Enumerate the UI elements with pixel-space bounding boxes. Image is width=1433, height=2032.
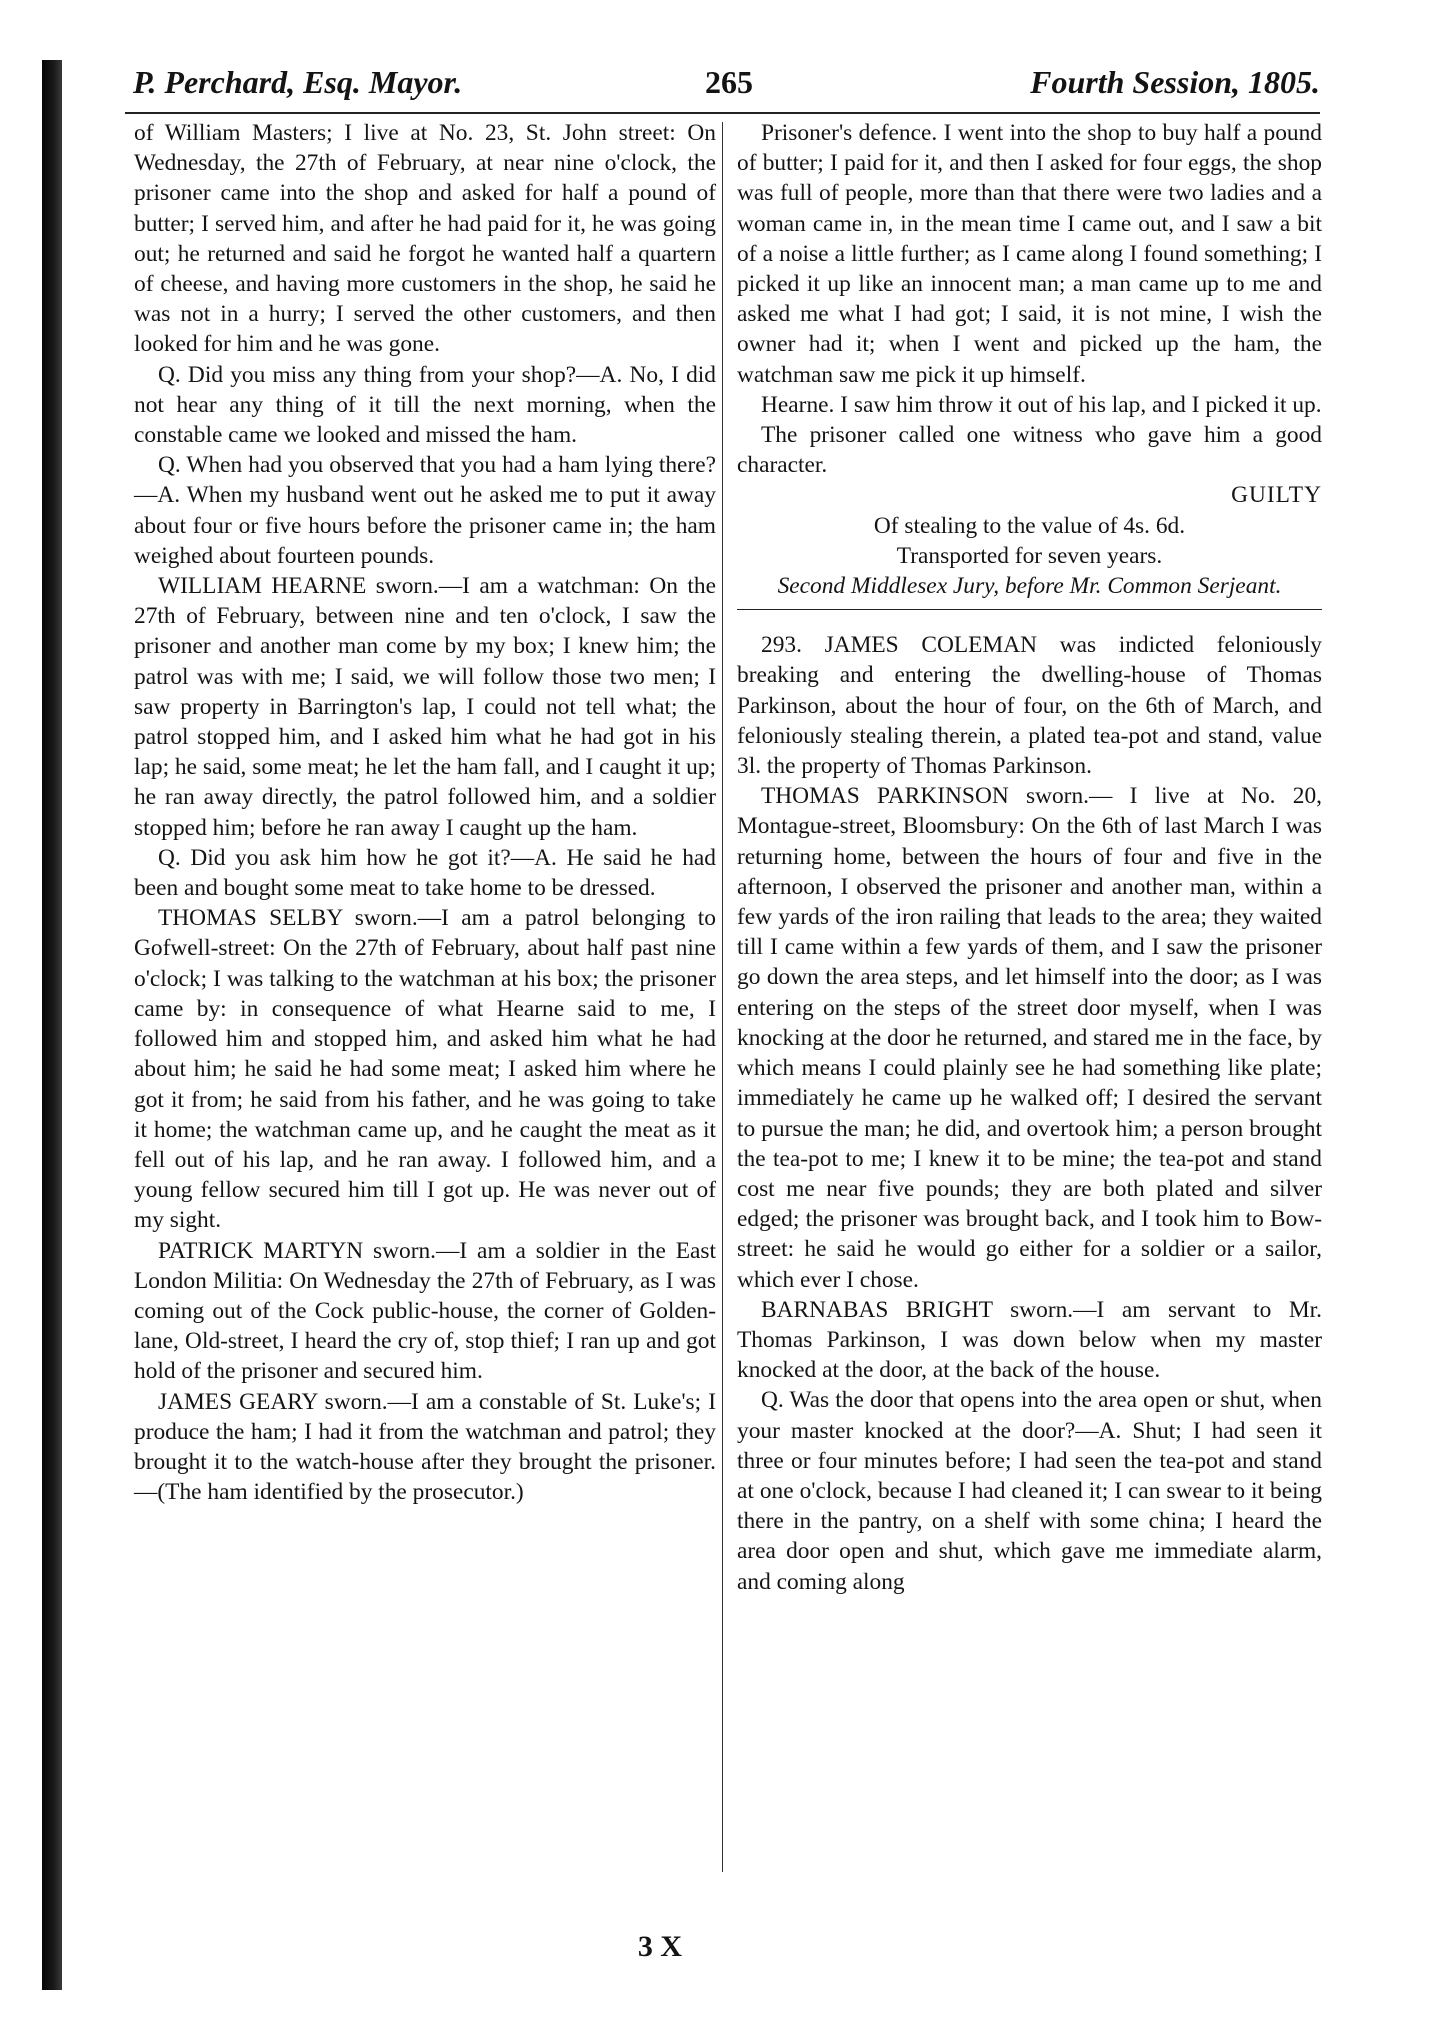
paragraph: Q. Did you miss any thing from your shop?—A. No, I did not hear any thing of it till the next morning, when the constable came we looked and missed the ham. [134,361,716,449]
paragraph: BARNABAS BRIGHT sworn.—I am servant to Mr. Thomas Parkinson, I was down below when my master knocked at the door, at the back of the house. [737,1296,1322,1384]
stealing-value: Of stealing to the value of 4s. 6d. [873,512,1186,539]
right-column [737,118,1322,1597]
case-separator [737,609,1322,610]
signature-mark: 3 X [637,1930,683,1963]
header-mayor: P. Perchard, Esq. Mayor. [133,64,463,100]
hearne-statement: Hearne. I saw him throw it out of his lap, and I picked it up. [761,391,1322,418]
paragraph: WILLIAM HEARNE sworn.—I am a watchman: On the 27th of February, between nine and ten o'clock, I saw the prisoner and another man come by my box; I knew him; the patrol was with me; I said, we will follow those two men; I saw property in Barrington's lap, I could not tell what; the patrol stopped him, and I asked him what he had got in his lap; he said, some meat; he let the ham fall, and I caught it up; he ran away directly, the patrol followed him, and a soldier stopped him; before he ran away I caught up the ham. [134,573,716,841]
verdict: GUILTY [1231,482,1322,509]
prisoner-defence: Prisoner's defence. I went into the shop to buy half a pound of butter; I paid for it, and then I asked for four eggs, the shop was full of people, more than that there were two ladies and a woman came in, in the mean time I came out, and I saw a bit of a noise a little further; as I came along I found something; I picked it up like an innocent man; a man came up to me and asked me what I had got; I said, it is not mine, I wish the owner had it; when I went and picked up the ham, the watchman saw me pick it up himself. [737,120,1322,388]
paragraph: Q. Was the door that opens into the area open or shut, when your master knocked at the door?—A. Shut; I had seen it three or four minutes before; I had seen the tea-pot and stand at one o'clock, because I had cleaned it; I can swear to it being there in the pantry, on a shelf with some china; I heard the area door open and shut, which gave me immediate alarm, and coming along [737,1387,1322,1595]
character-witness: The prisoner called one witness who gave him a good character. [737,422,1322,479]
paragraph: PATRICK MARTYN sworn.—I am a soldier in the East London Militia: On Wednesday the 27th of February, as I was coming out of the Cock public-house, the corner of Golden-lane, Old-street, I heard the cry of, stop thief; I ran up and got hold of the prisoner and secured him. [134,1237,716,1385]
page-header [125,60,1320,112]
header-rule [125,112,1320,114]
left-column [134,118,716,1507]
paragraph: of William Masters; I live at No. 23, St. John street: On Wednesday, the 27th of February, at near nine o'clock, the prisoner came into the shop and asked for half a pound of butter; I served him, and after he had paid for it, he was going out; he returned and said he forgot he wanted half a quartern of cheese, and having more customers in the shop, he said he was not in a hurry; I served the other customers, and then looked for him and he was gone. [134,120,716,358]
sentence: Transported for seven years. [896,542,1163,569]
column-divider [722,122,723,1872]
paragraph: JAMES GEARY sworn.—I am a constable of St. Luke's; I produce the ham; I had it from the watchman and patrol; they brought it to the watch-house after they brought the prisoner.—(The ham identified by the prosecutor.) [134,1388,716,1506]
paragraph: 293. JAMES COLEMAN was indicted feloniously breaking and entering the dwelling-house of Thomas Parkinson, about the hour of four, on the 6th of March, and feloniously stealing therein, a plated tea-pot and stand, value 3l. the property of Thomas Parkinson. [737,632,1322,780]
header-session: Fourth Session, 1805. [1030,64,1320,100]
paragraph: Q. When had you observed that you had a ham lying there?—A. When my husband went out he asked me to put it away about four or five hours before the prisoner came in; the ham weighed about fourteen pounds. [134,452,716,569]
paragraph: THOMAS PARKINSON sworn.— I live at No. 20, Montague-street, Bloomsbury: On the 6th of last March I was returning home, between the hours of four and five in the afternoon, I observed the prisoner and another man, within a few yards of the iron railing that leads to the area; they waited till I came within a few yards of them, and I saw the prisoner go down the area steps, and let himself into the door; as I was entering on the steps of the street door myself, when I was knocking at the door he returned, and stared me in the face, by which means I could plainly see he had something like plate; immediately he came up he walked off; I desired the servant to pursue the man; he did, and overtook him; a person brought the tea-pot to me; I knew it to be mine; the tea-pot and stand cost me near five pounds; they are both plated and silver edged; the prisoner was brought back, and I took him to Bow-street: he said he would go either for a soldier or a sailor, which ever I chose. [737,783,1322,1293]
paragraph: Q. Did you ask him how he got it?—A. He said he had been and bought some meat to take home to be dressed. [134,844,716,902]
book-spine-shadow [42,60,62,1990]
page-number: 265 [705,64,753,100]
jury-line: Second Middlesex Jury, before Mr. Common Serjeant. [777,573,1282,600]
paragraph: THOMAS SELBY sworn.—I am a patrol belonging to Gofwell-street: On the 27th of February, about half past nine o'clock; I was talking to the watchman at his box; the prisoner came by: in consequence of what Hearne said to me, I followed him and stopped him, and asked him what he had about him; he said he had some meat; I asked him where he got it from; he said from his father, and he was going to take it home; the watchman came up, and he caught the meat as it fell out of his lap, and he ran away. I followed him, and a young fellow secured him till I got up. He was never out of my sight. [134,905,716,1234]
